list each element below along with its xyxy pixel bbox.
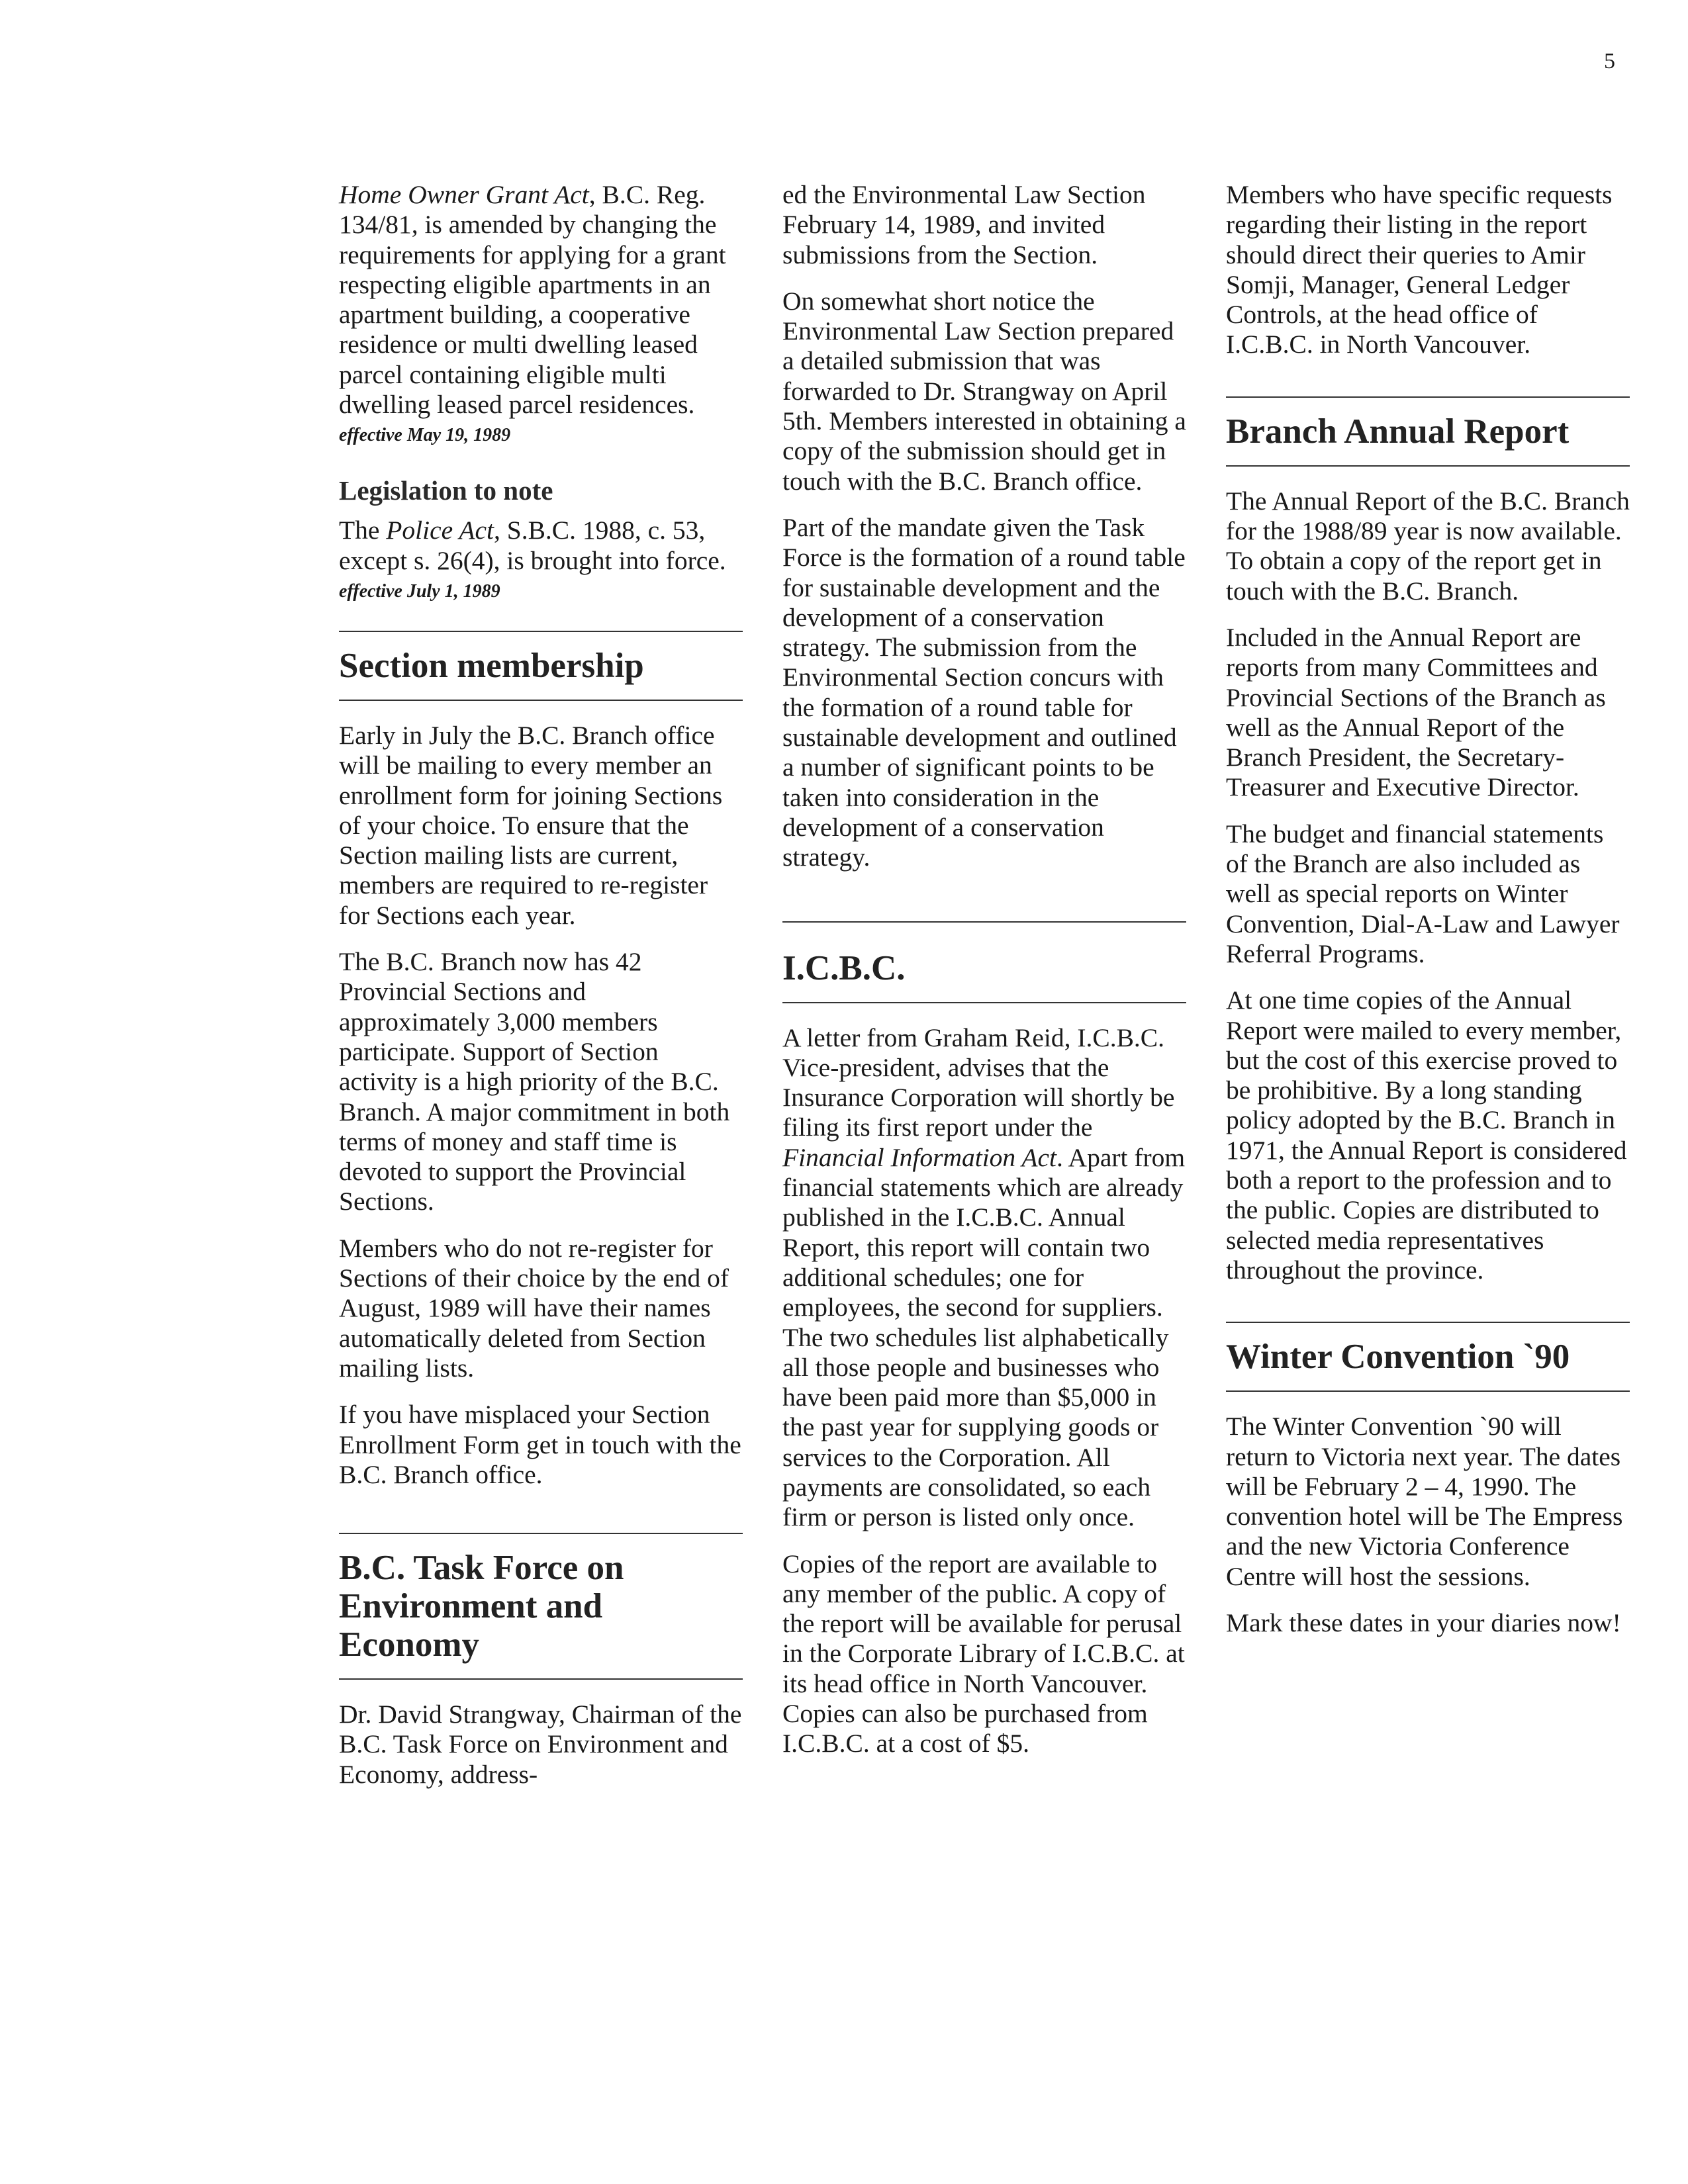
paragraph: Members who do not re-register for Sections of their choice by the end of August, 1989 will have their names automatically deleted from Section mailing lists. [339,1233,729,1383]
paragraph: Dr. David Strangway, Chairman of the B.C. Task Force on Environment and Economy, address- [339,1700,742,1789]
section-rule [339,1678,743,1680]
section-rule [1226,1390,1630,1392]
section-heading-task-force: B.C. Task Force on Environment and Economy [339,1549,624,1664]
paragraph: The Annual Report of the B.C. Branch for the 1988/89 year is now available. To obtain a copy of the report get in touch with the B.C. Branch. [1226,486,1630,606]
paragraph: The Winter Convention `90 will return to Victoria next year. The dates will be February 2 – 4, 1990. The convention hotel will be The Empress and the new Victoria Conference Centre will host the sessions. [1226,1412,1623,1591]
section-heading-membership: Section membership [339,646,644,685]
section-rule [1226,396,1630,398]
paragraph: Mark these dates in your diaries now! [1226,1608,1621,1637]
police-act-paragraph [339,516,743,576]
section-rule [339,1533,743,1534]
paragraph: Included in the Annual Report are reports from many Committees and Provincial Sections of the Branch as well as the Annual Report of the Branch President, the Secretary-Treasurer and Executive Director. [1226,622,1606,802]
act-title: Financial Information Act [782,1142,1056,1172]
section-rule [339,631,743,632]
section-rule [1226,465,1630,467]
paragraph: The B.C. Branch now has 42 Provincial Sections and approximately 3,000 members participate. Support of Section activity is a high priority of the B.C. Branch. A major commitment in both terms of money and staff time is devoted to support the Provincial Sections. [339,947,730,1216]
paragraph: ed the Environmental Law Section February 14, 1989, and invited submissions from the Section. [782,180,1146,269]
act-title: Home Owner Grant Act [339,180,589,209]
paragraph-text: The [339,516,387,545]
paragraph: Copies of the report are available to any member of the public. A copy of the report will be available for perusal in the Corporate Library of I.C.B.C. at its head office in North Vancouver. Copies can also be purchased from I.C.B.C. at a cost of $5. [782,1549,1185,1758]
section-rule [782,1002,1186,1003]
effective-date: effective July 1, 1989 [339,580,500,602]
section-heading-winter-convention: Winter Convention `90 [1226,1338,1570,1377]
paragraph-text: A letter from Graham Reid, I.C.B.C. Vice-president, advises that the Insurance Corporation will shortly be filing its first report under the [782,1023,1175,1142]
section-rule [1226,1322,1630,1323]
section-heading-annual-report: Branch Annual Report [1226,412,1570,451]
icbc-paragraph [782,1023,1186,1533]
column-3 [1226,180,1630,1655]
section-rule [339,700,743,701]
page-number: 5 [1604,49,1615,73]
paragraph: Members who have specific requests regarding their listing in the report should direct their queries to Amir Somji, Manager, General Ledger Controls, at the head office of I.C.B.C. in North Vancouver. [1226,180,1613,359]
paragraph: The budget and financial statements of the Branch are also included as well as special reports on Winter Convention, Dial-A-Law and Lawyer Referral Programs. [1226,819,1620,968]
paragraph-text: . Apart from financial statements which are already published in the I.C.B.C. Annual Report, this report will contain two additional schedules; one for employees, the second for suppliers. The two schedules list alphabetically all those people and businesses who have been paid more than $5,000 in the past year for supplying goods or services to the Corporation. All payments are consolidated, so each firm or person is listed only once. [782,1142,1186,1532]
paragraph: If you have misplaced your Section Enrollment Form get in touch with the B.C. Branch office. [339,1400,741,1489]
column-1 [339,180,743,1806]
section-rule [782,921,1186,923]
home-owner-grant-paragraph [339,180,743,420]
effective-date: effective May 19, 1989 [339,425,511,446]
section-heading-icbc: I.C.B.C. [782,948,906,987]
paragraph: On somewhat short notice the Environmental Law Section prepared a detailed submission that was forwarded to Dr. Strangway on April 5th. Members interested in obtaining a copy of the submission should get in touch with the B.C. Branch office. [782,286,1186,496]
paragraph: At one time copies of the Annual Report were mailed to every member, but the cost of this exercise proved to be prohibitive. By a long standing policy adopted by the B.C. Branch in 1971, the Annual Report is considered both a report to the profession and to the public. Copies are distributed to selected media representatives throughout the province. [1226,985,1627,1285]
column-2 [782,180,1186,1776]
paragraph: Part of the mandate given the Task Force is the formation of a round table for sustainable development and the development of a conservation strategy. The submission from the Environmental Section concurs with the formation of a round table for sustainable development and outlined a number of significant points to be taken into consideration in the development of a conservation strategy. [782,512,1186,872]
paragraph-text: , B.C. Reg. 134/81, is amended by changing the requirements for applying for a grant respecting eligible apartments in an apartment building, a cooperative residence or multi dwelling leased parcel containing eligible multi dwelling leased parcel residences. [339,180,726,420]
act-title: Police Act [386,516,494,545]
legislation-subheading: Legislation to note [339,475,553,506]
paragraph-text: , S.B.C. 1988, c. 53, except s. 26(4), is brought into force. [339,516,726,575]
paragraph: Early in July the B.C. Branch office will be mailing to every member an enrollment form for joining Sections of your choice. To ensure that the Section mailing lists are current, members are required to re-register for Sections each year. [339,720,723,930]
